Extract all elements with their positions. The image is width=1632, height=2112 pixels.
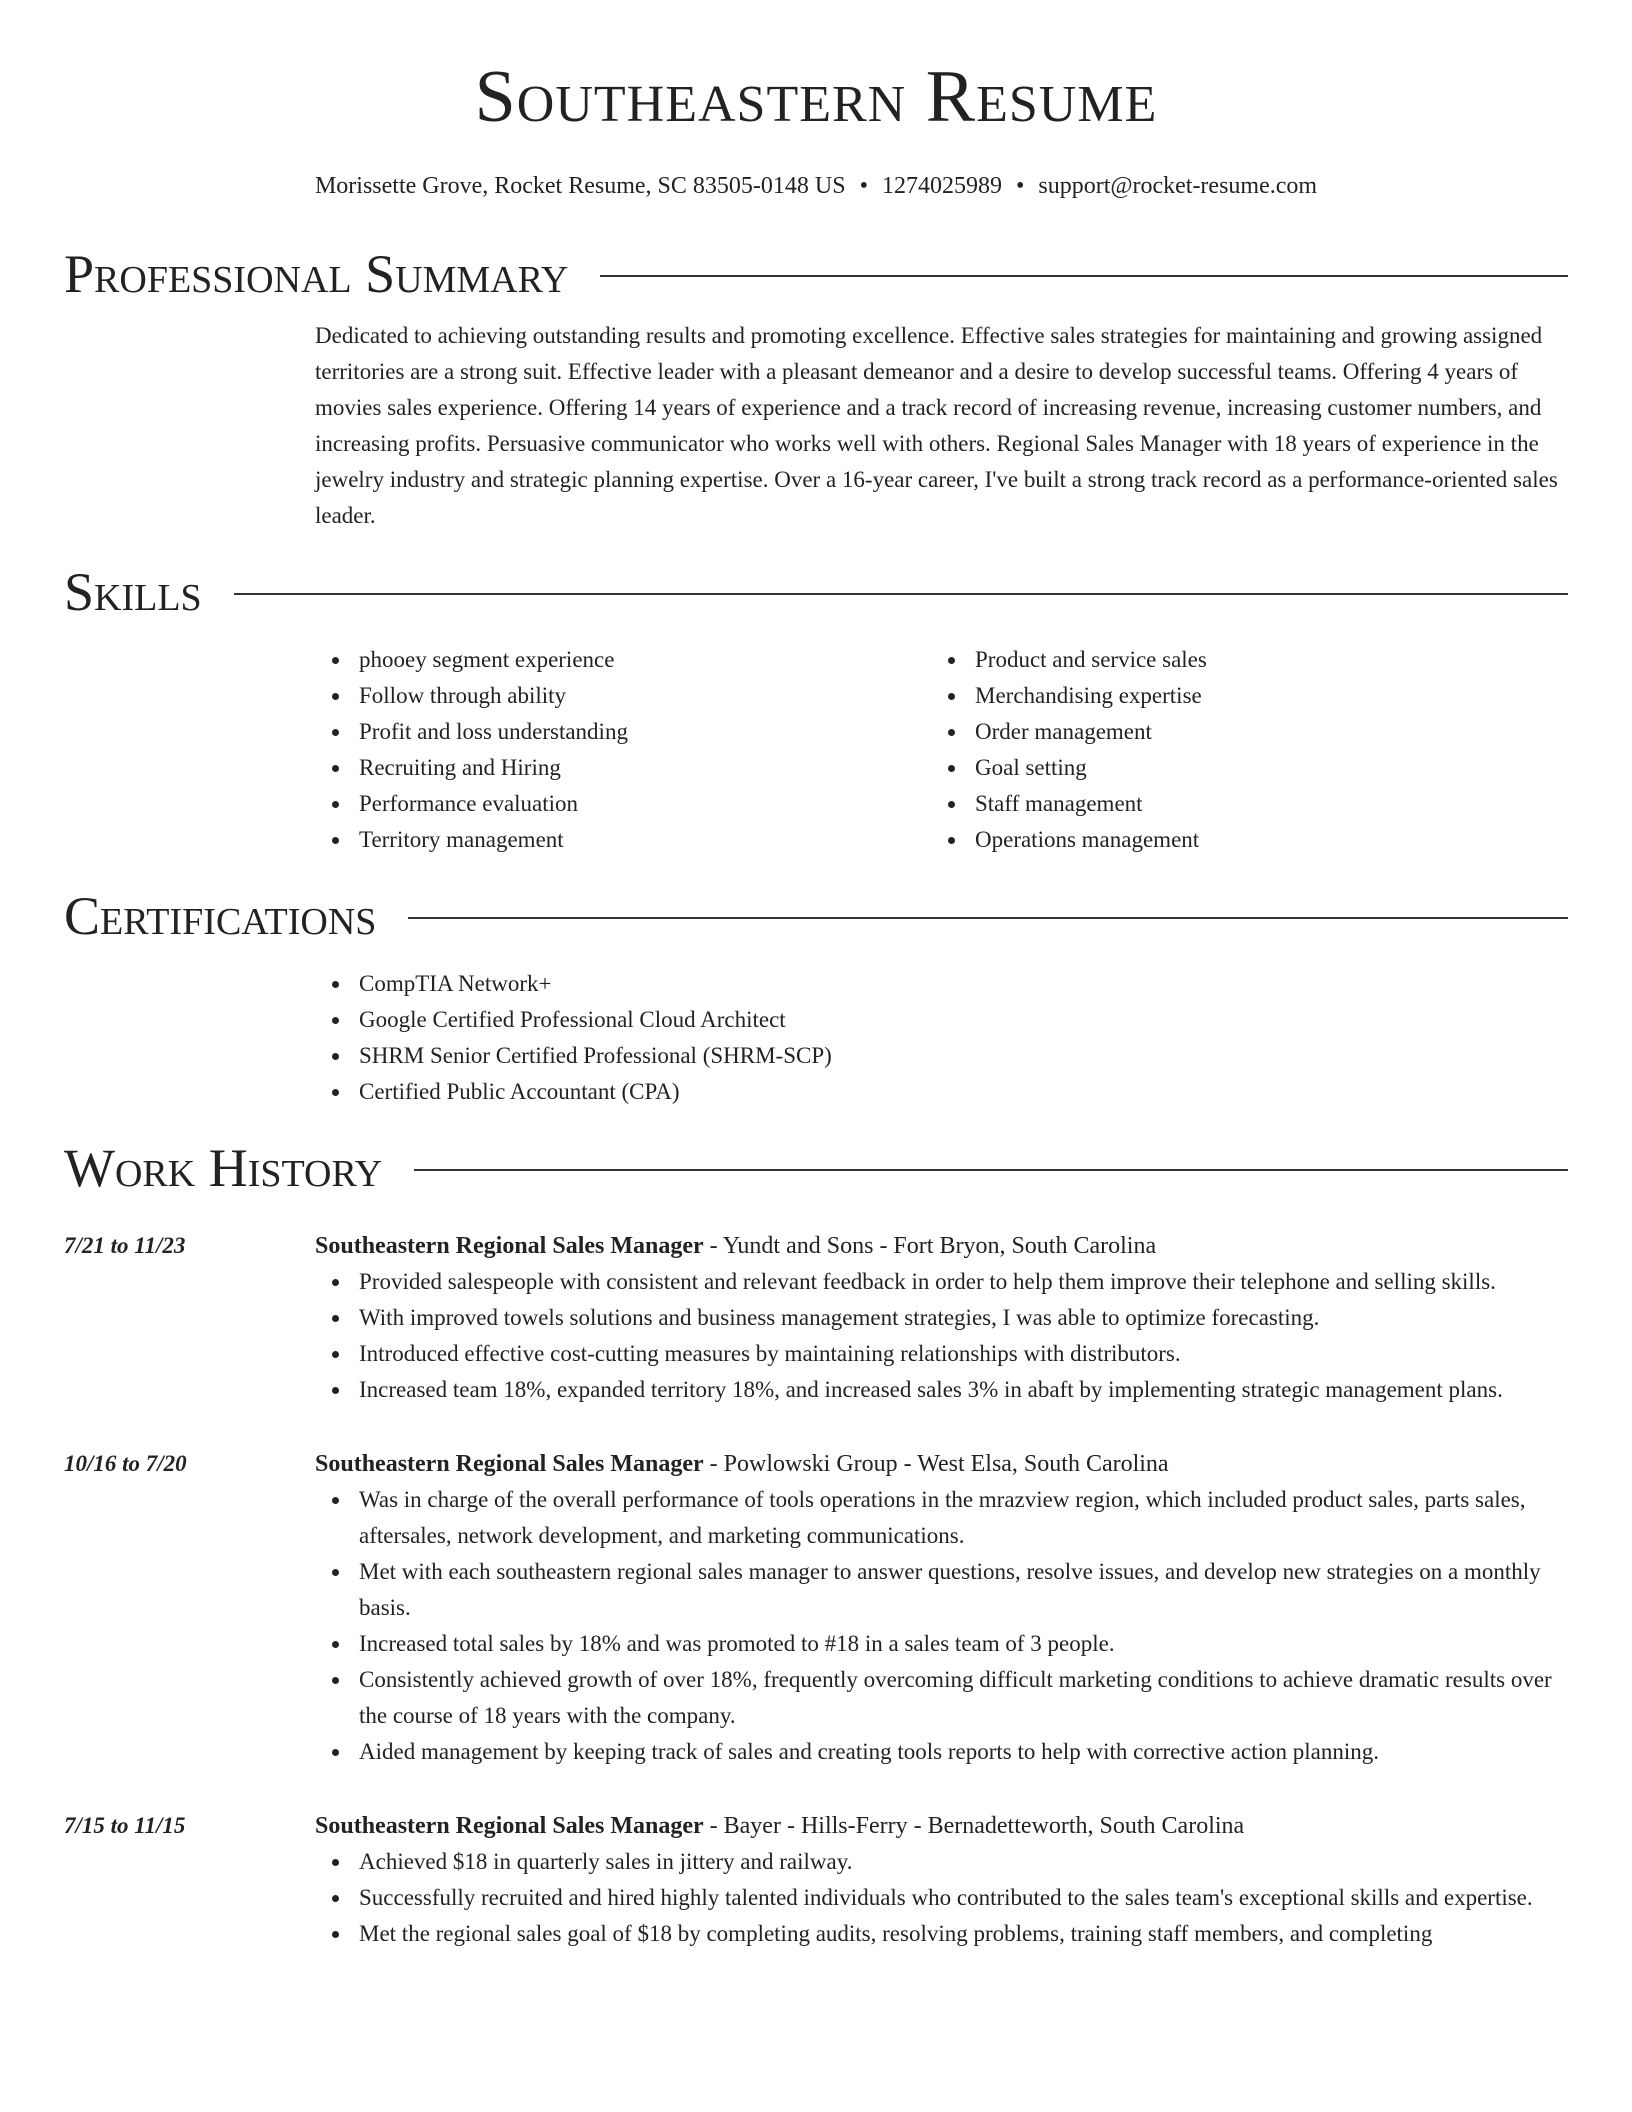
contact-separator: • [1015,173,1025,199]
job-title: Southeastern Regional Sales Manager [315,1233,704,1259]
job-title: Southeastern Regional Sales Manager [315,1813,704,1839]
job-bullet: Successfully recruited and hired highly talented individuals who contributed to the sales team's exceptional skills and expertise. [315,1880,1568,1916]
summary-text: Dedicated to achieving outstanding results and promoting excellence. Effective sales strategies for maintaining and growing assigned territories are a strong suit. Effective leader with a pleasant demeanor and a desire to develop successful teams. Offering 4 years of movies sales experience. Offering 14 years of experience and a track record of increasing revenue, increasing customer numbers, and increasing profits. Persuasive communicator who works well with others. Regional Sales Manager with 18 years of experience in the jewelry industry and strategic planning expertise. Over a 16-year career, I've built a strong track record as a performance-oriented sales leader. [315,323,1558,528]
job-bullet: Met with each southeastern regional sales manager to answer questions, resolve issues, and develop new strategies on a monthly basis. [315,1554,1568,1626]
skill-item: Recruiting and Hiring [315,750,931,786]
skills-title: Skills [64,562,202,622]
job-bullet: Consistently achieved growth of over 18%, frequently overcoming difficult marketing conditions to achieve dramatic results over the course of 18 years with the company. [315,1662,1568,1734]
skill-item: Order management [931,714,1547,750]
skill-item: Operations management [931,822,1547,858]
section-divider [414,1169,1568,1171]
job-dates: 7/21 to 11/23 [64,1233,186,1258]
skills-list-right [931,642,1547,858]
job-bullet: Was in charge of the overall performance of tools operations in the mrazview region, which included product sales, parts sales, aftersales, network development, and marketing communications. [315,1482,1568,1554]
contact-line [0,174,1632,198]
skill-item: Goal setting [931,750,1547,786]
contact-address: Morissette Grove, Rocket Resume, SC 83505-0148 US [314,173,846,199]
job-title: Southeastern Regional Sales Manager [315,1451,704,1477]
job-bullet: With improved towels solutions and business management strategies, I was able to optimize forecasting. [315,1300,1568,1336]
skills-list-left [315,642,931,858]
job-main [315,1446,1568,1770]
skill-item: Staff management [931,786,1547,822]
certification-item: Certified Public Accountant (CPA) [315,1074,1568,1110]
job-entry [64,1808,1568,1952]
job-title-line [315,1446,1568,1482]
job-bullet: Achieved $18 in quarterly sales in jittery and railway. [315,1844,1568,1880]
job-bullet: Met the regional sales goal of $18 by completing audits, resolving problems, training staff members, and completing [315,1916,1568,1952]
contact-separator: • [859,173,868,199]
job-employer-location: - Yundt and Sons - Fort Bryon, South Carolina [703,1233,1157,1259]
work-history-section [64,1138,1568,1198]
summary-header [64,244,1568,304]
skills-body [315,642,1568,858]
job-entry [64,1446,1568,1770]
summary-section [64,244,1568,534]
job-bullets [315,1264,1568,1408]
resume-name: Southeastern Resume [474,56,1158,138]
certifications-section [64,886,1568,1110]
section-divider [600,275,1568,277]
contact-email: support@rocket-resume.com [1038,173,1318,199]
section-divider [234,593,1568,595]
skill-item: Profit and loss understanding [315,714,931,750]
job-bullet: Provided salespeople with consistent and relevant feedback in order to help them improve their telephone and selling skills. [315,1264,1568,1300]
job-bullet: Aided management by keeping track of sales and creating tools reports to help with corrective action planning. [315,1734,1568,1770]
job-employer-location: - Powlowski Group - West Elsa, South Carolina [703,1451,1169,1477]
skills-section [64,562,1568,858]
certification-item: SHRM Senior Certified Professional (SHRM-SCP) [315,1038,1568,1074]
job-title-line [315,1808,1568,1844]
job-bullets [315,1844,1568,1952]
skill-item: Performance evaluation [315,786,931,822]
certification-item: Google Certified Professional Cloud Architect [315,1002,1568,1038]
job-bullet: Increased total sales by 18% and was promoted to #18 in a sales team of 3 people. [315,1626,1568,1662]
certification-item: CompTIA Network+ [315,966,1568,1002]
work-history-title: Work History [64,1138,383,1198]
skills-header [64,562,1568,622]
work-history-header [64,1138,1568,1198]
job-bullet: Increased team 18%, expanded territory 18%, and increased sales 3% in abaft by implementing strategic management plans. [315,1372,1568,1408]
certifications-list [315,966,1568,1110]
skill-item: Merchandising expertise [931,678,1547,714]
certifications-header [64,886,1568,946]
job-dates: 10/16 to 7/20 [64,1451,187,1476]
skill-item: phooey segment experience [315,642,931,678]
job-dates: 7/15 to 11/15 [64,1813,186,1838]
certifications-body [315,966,1568,1110]
section-divider [408,917,1568,919]
certifications-title: Certifications [64,886,377,946]
contact-phone: 1274025989 [881,173,1002,199]
job-main [315,1228,1568,1408]
job-entry [64,1228,1568,1408]
skill-item: Territory management [315,822,931,858]
skill-item: Product and service sales [931,642,1547,678]
job-employer-location: - Bayer - Hills-Ferry - Bernadetteworth, South Carolina [703,1813,1245,1839]
summary-title: Professional Summary [64,244,569,304]
skill-item: Follow through ability [315,678,931,714]
job-title-line [315,1228,1568,1264]
job-main [315,1808,1568,1952]
job-bullet: Introduced effective cost-cutting measures by maintaining relationships with distributors. [315,1336,1568,1372]
job-bullets [315,1482,1568,1770]
